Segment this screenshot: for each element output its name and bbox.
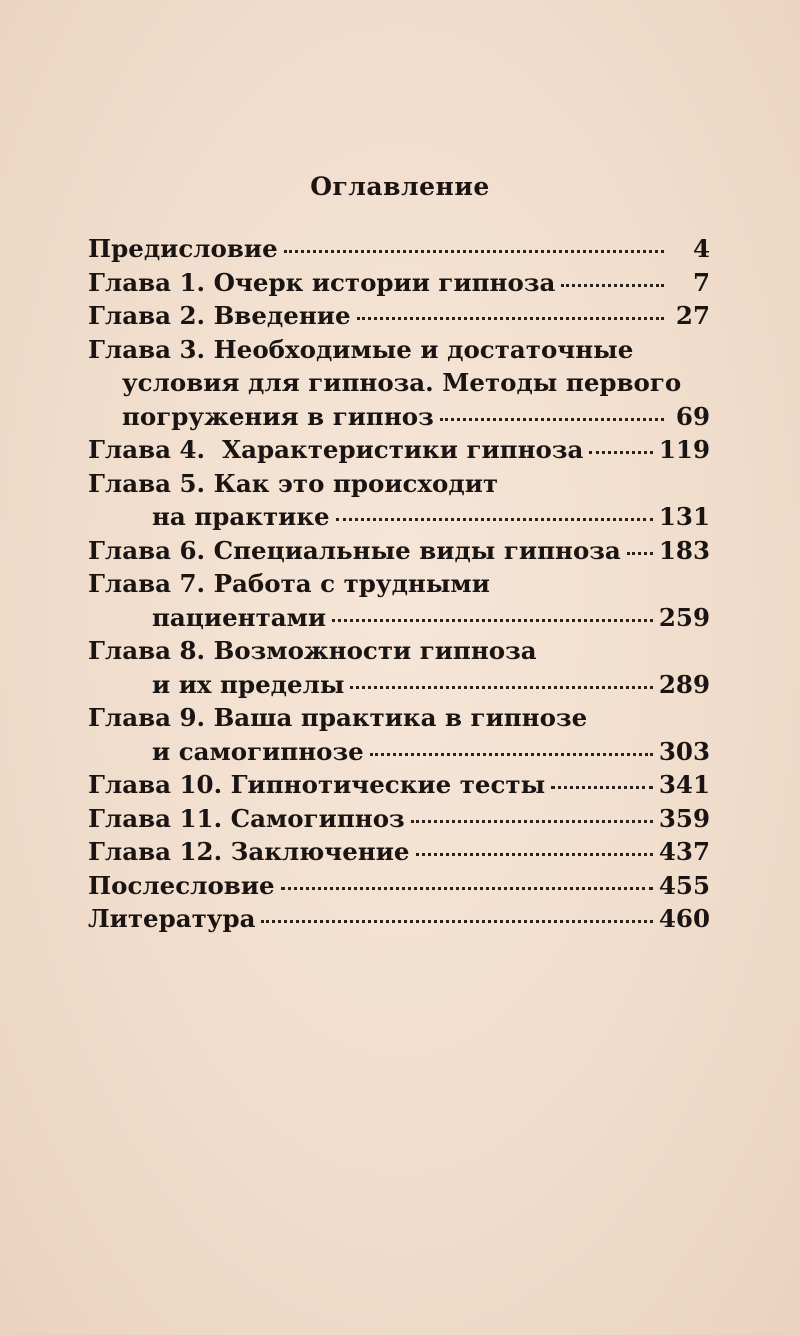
entry-label: Глава 4. Характеристики гипноза: [88, 435, 584, 464]
entry-label-continued: погружения в гипноз: [122, 401, 434, 431]
toc-entry-chapter-9: [88, 701, 710, 768]
entry-label: Предисловие: [88, 234, 278, 263]
entry-label: Послесловие: [88, 870, 275, 900]
toc-entry-chapter-4: [88, 433, 710, 467]
entry-label-continued: условия для гипноза. Методы первого: [122, 368, 682, 397]
entry-label: Глава 6. Специальные виды гипноза: [88, 535, 621, 565]
dot-leader: [284, 250, 664, 253]
page-number: 119: [658, 435, 710, 464]
toc-entry-bibliography: [88, 902, 710, 936]
page-number: 4: [692, 234, 710, 263]
page-number: 7: [692, 267, 710, 297]
page-number: 69: [675, 401, 710, 431]
toc-entry-chapter-1: [88, 266, 710, 300]
page-number: 303: [658, 736, 710, 766]
dot-leader: [561, 284, 664, 287]
toc-entry-afterword: [88, 869, 710, 903]
page-number: 131: [658, 502, 710, 531]
entry-label: Глава 9. Ваша практика в гипнозе: [88, 703, 588, 732]
page-number: 289: [658, 669, 710, 699]
entry-label: Глава 12. Заключение: [88, 837, 410, 866]
entry-label: Глава 1. Очерк истории гипноза: [88, 267, 556, 297]
page-number: 455: [658, 870, 710, 900]
entry-label: Глава 3. Необходимые и достаточные: [88, 334, 634, 364]
dot-leader: [589, 451, 652, 454]
entry-label: Глава 10. Гипнотические тесты: [88, 770, 546, 799]
page-title: Оглавление: [310, 172, 490, 201]
toc-entry-chapter-11: [88, 802, 710, 836]
page-number: 341: [658, 770, 710, 799]
entry-label: Литература: [88, 904, 256, 933]
page-number: 437: [658, 837, 710, 866]
page-number: 259: [658, 602, 710, 632]
toc-entry-chapter-2: [88, 299, 710, 333]
entry-label-continued: и их пределы: [152, 669, 345, 699]
entry-label-continued: на практике: [152, 502, 330, 531]
dot-leader: [370, 753, 653, 756]
page-number: 27: [675, 301, 710, 330]
entry-label: Глава 2. Введение: [88, 301, 351, 330]
dot-leader: [281, 887, 653, 890]
toc-entry-chapter-5: [88, 467, 710, 534]
toc-entry-chapter-10: [88, 768, 710, 802]
dot-leader: [411, 820, 653, 823]
page-number: 183: [658, 535, 710, 565]
entry-label: Глава 5. Как это происходит: [88, 468, 499, 498]
dot-leader: [440, 418, 664, 421]
dot-leader: [261, 920, 652, 923]
page-number: 359: [658, 803, 710, 833]
toc-entry-chapter-6: [88, 534, 710, 568]
entry-label: Глава 7. Работа с трудными: [88, 569, 490, 598]
dot-leader: [350, 686, 652, 689]
toc-entry-chapter-12: [88, 835, 710, 869]
entry-label: Глава 11. Самогипноз: [88, 803, 405, 833]
dot-leader: [332, 619, 653, 622]
dot-leader: [416, 853, 653, 856]
toc-entry-chapter-3: [88, 333, 710, 434]
page-number: 460: [658, 904, 710, 933]
toc-entry-chapter-8: [88, 634, 710, 701]
toc-entry-chapter-7: [88, 567, 710, 634]
dot-leader: [627, 552, 653, 555]
entry-label-continued: пациентами: [152, 602, 327, 632]
dot-leader: [357, 317, 664, 320]
entry-label-continued: и самогипнозе: [152, 736, 364, 766]
toc-entry-preface: [88, 232, 710, 266]
dot-leader: [336, 518, 653, 521]
dot-leader: [551, 786, 653, 789]
entry-label: Глава 8. Возможности гипноза: [88, 636, 537, 665]
table-of-contents: [88, 232, 710, 936]
